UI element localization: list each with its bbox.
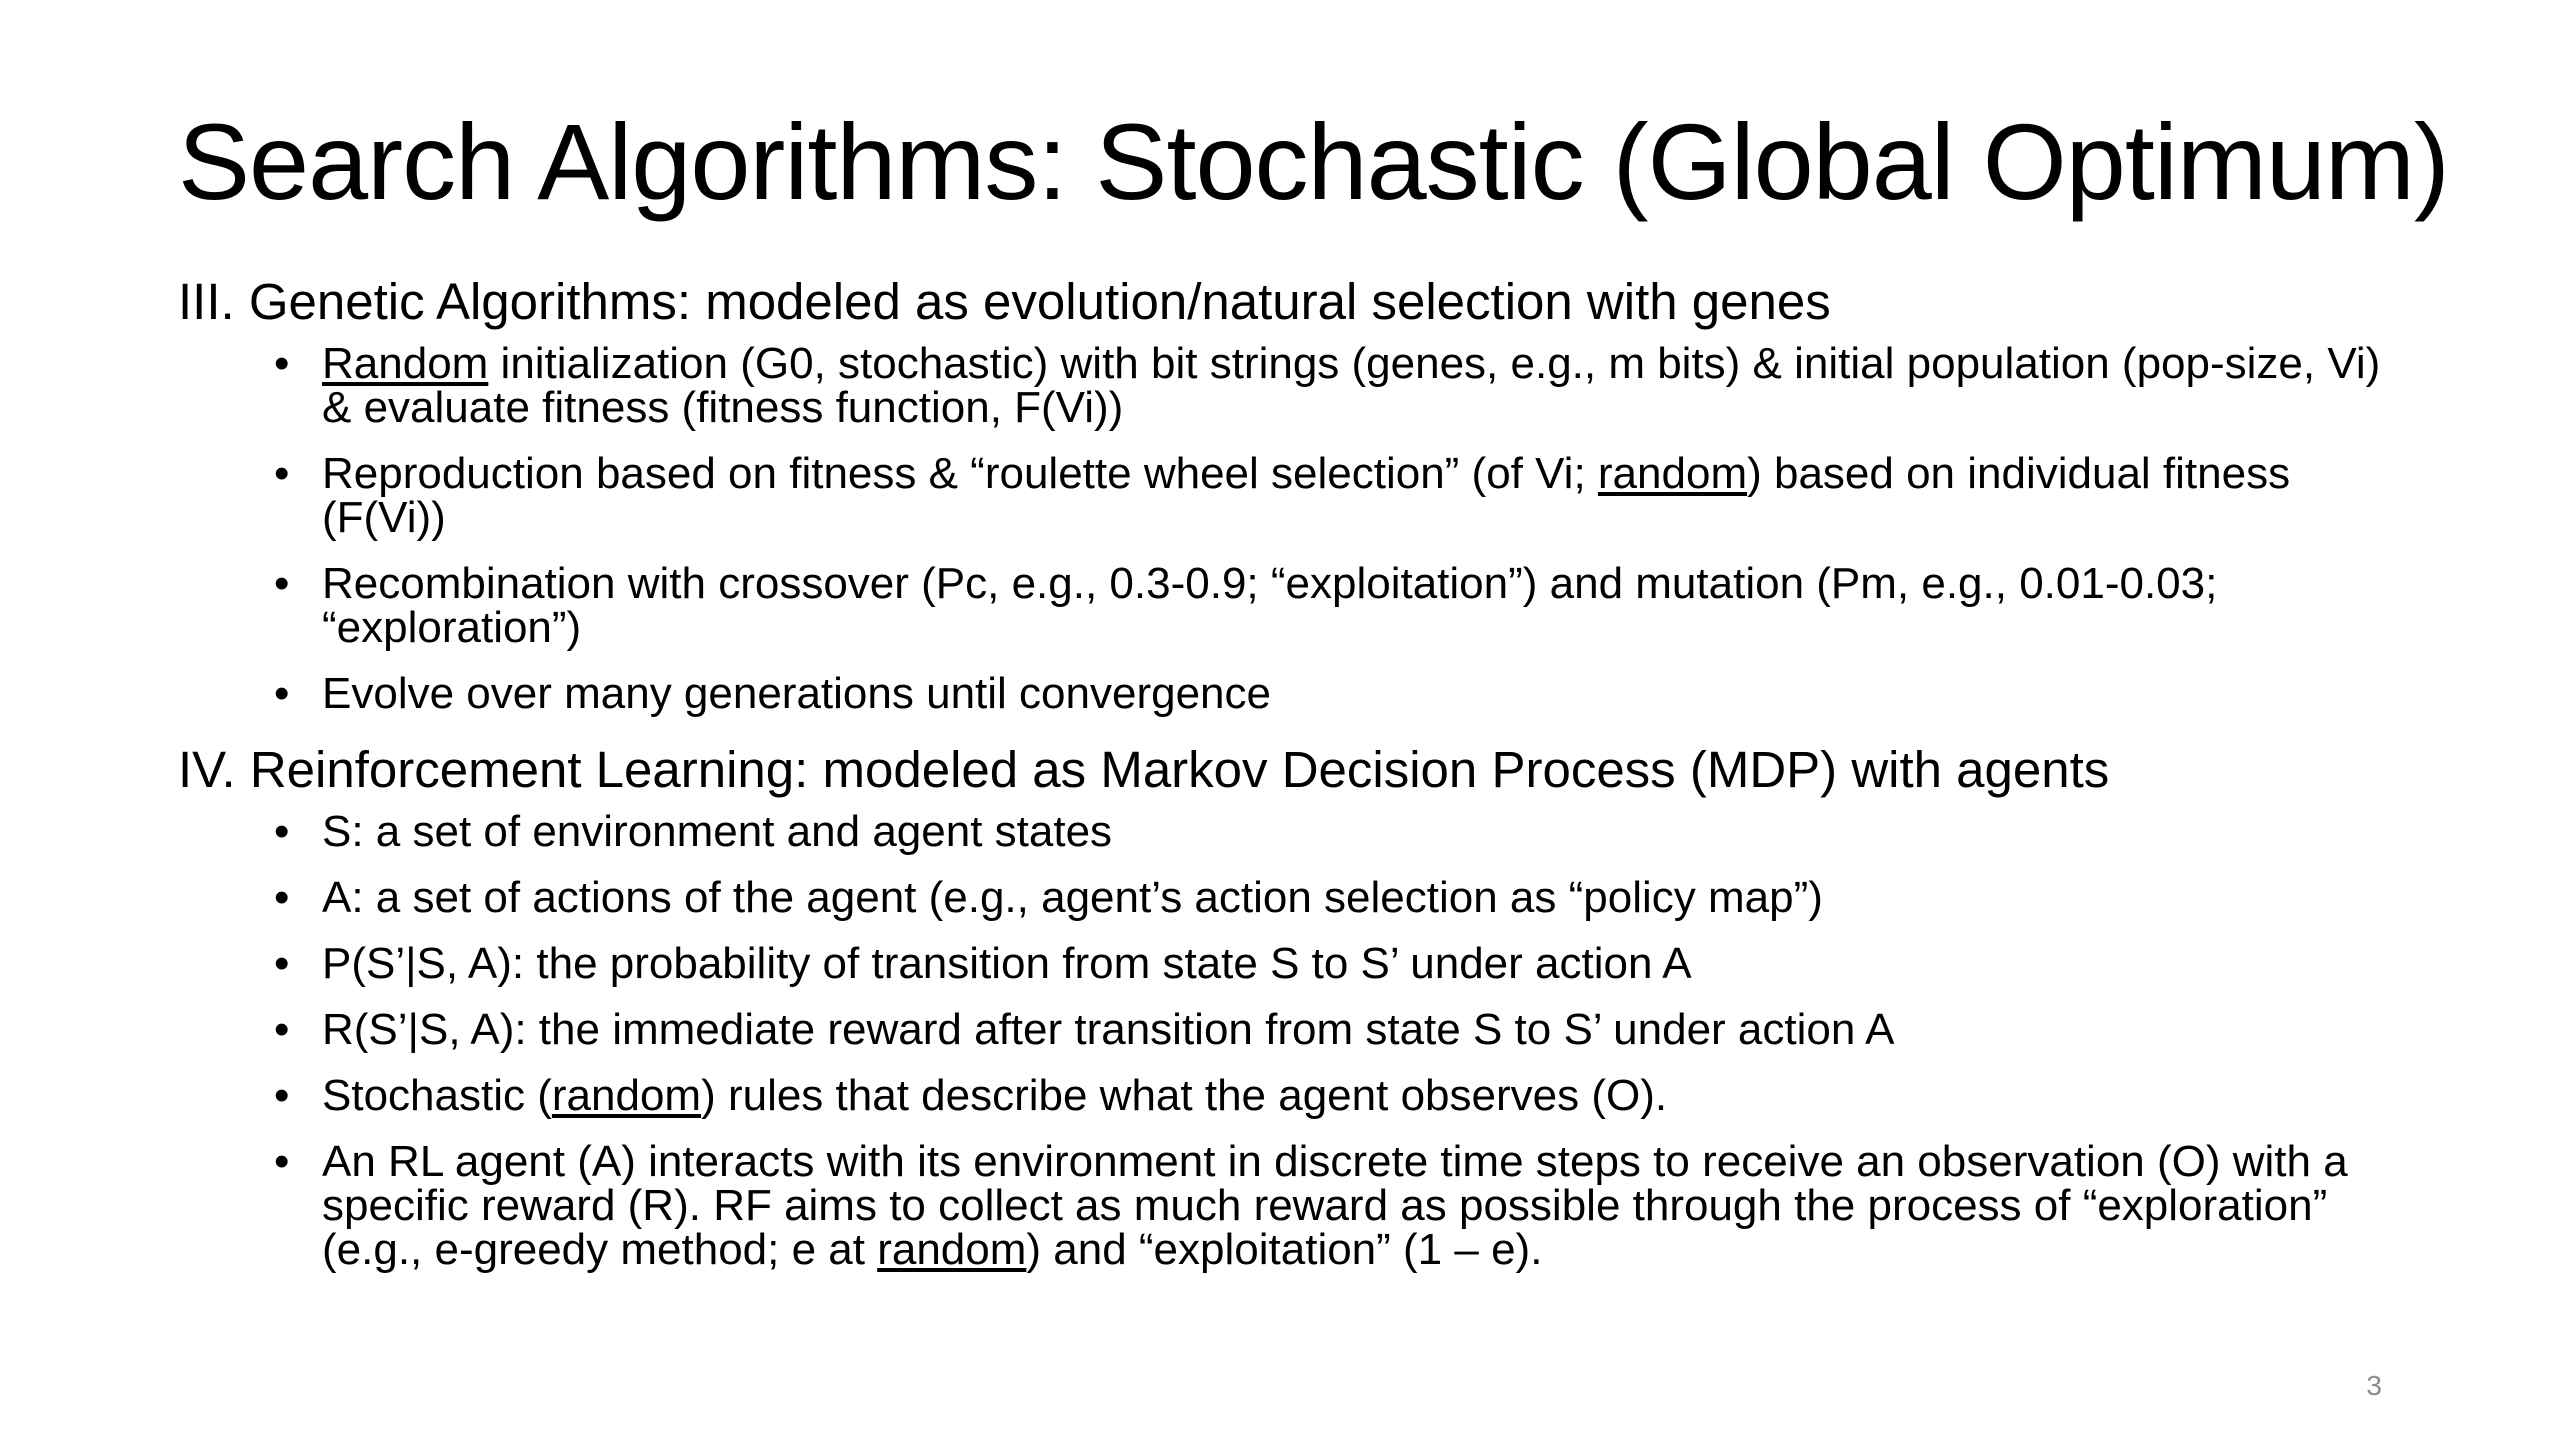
bullet-text: ) rules that describe what the agent observes (O). [701,1070,1668,1120]
section-heading: IV. Reinforcement Learning: modeled as Markov Decision Process (MDP) with agents [178,740,2110,798]
bullet-item [178,872,2408,922]
slide-content [178,270,2408,1294]
bullet-dot-icon: • [274,558,290,608]
bullet-text: Evolve over many generations until convergence [322,668,1271,718]
bullet-list [178,806,2408,1274]
section-genetic-algorithms [178,270,2408,716]
underlined-text: random [1597,448,1748,498]
bullet-text: ) and “exploitation” (1 – e). [1026,1224,1543,1274]
bullet-text: initialization (G0, stochastic) with bit strings (genes, e.g., m bits) & initial population (pop-size, Vi) & evaluate fitness (fitness function, F(Vi)) [322,338,2381,432]
underlined-text: Random [322,338,489,388]
section-heading: III. Genetic Algorithms: modeled as evolution/natural selection with genes [178,273,1831,330]
bullet-list [178,338,2408,718]
bullet-text: ) based on individual fitness (F(Vi)) [322,448,2291,542]
bullet-text: P(S’|S, A): the probability of transition from state S to S’ under action A [322,938,1692,988]
bullet-dot-icon: • [274,806,290,856]
bullet-item [178,1136,2408,1274]
slide-title: Search Algorithms: Stochastic (Global Optimum) [178,101,2449,222]
underlined-text: random [551,1070,702,1120]
bullet-text: R(S’|S, A): the immediate reward after transition from state S to S’ under action A [322,1004,1895,1054]
bullet-item [178,806,2408,856]
bullet-item [178,448,2408,542]
bullet-item [178,1070,2408,1120]
bullet-text: A: a set of actions of the agent (e.g., agent’s action selection as “policy map”) [322,872,1823,922]
section-reinforcement-learning [178,738,2408,1272]
bullet-text: An RL agent (A) interacts with its environment in discrete time steps to receive an observation (O) with a specific reward (R). RF aims to collect as much reward as possible through the process of “exploration” (e.g., e-greedy method; e at [322,1136,2348,1274]
bullet-dot-icon: • [274,338,290,388]
bullet-dot-icon: • [274,668,290,718]
bullet-dot-icon: • [274,872,290,922]
bullet-item [178,938,2408,988]
bullet-dot-icon: • [274,448,290,498]
bullet-dot-icon: • [274,1136,290,1186]
bullet-item [178,558,2408,652]
bullet-item [178,338,2408,432]
bullet-item [178,668,2408,718]
page-number: 3 [2366,1370,2382,1401]
bullet-dot-icon: • [274,1004,290,1054]
bullet-dot-icon: • [274,938,290,988]
bullet-dot-icon: • [274,1070,290,1120]
bullet-text: S: a set of environment and agent states [322,806,1113,856]
bullet-item [178,1004,2408,1054]
bullet-text: Stochastic ( [322,1070,552,1120]
bullet-text: Reproduction based on fitness & “roulette wheel selection” (of Vi; [322,448,1598,498]
bullet-text: Recombination with crossover (Pc, e.g., 0.3-0.9; “exploitation”) and mutation (Pm, e.g., 0.01-0.03; “exploration”) [322,558,2218,652]
underlined-text: random [877,1224,1027,1274]
